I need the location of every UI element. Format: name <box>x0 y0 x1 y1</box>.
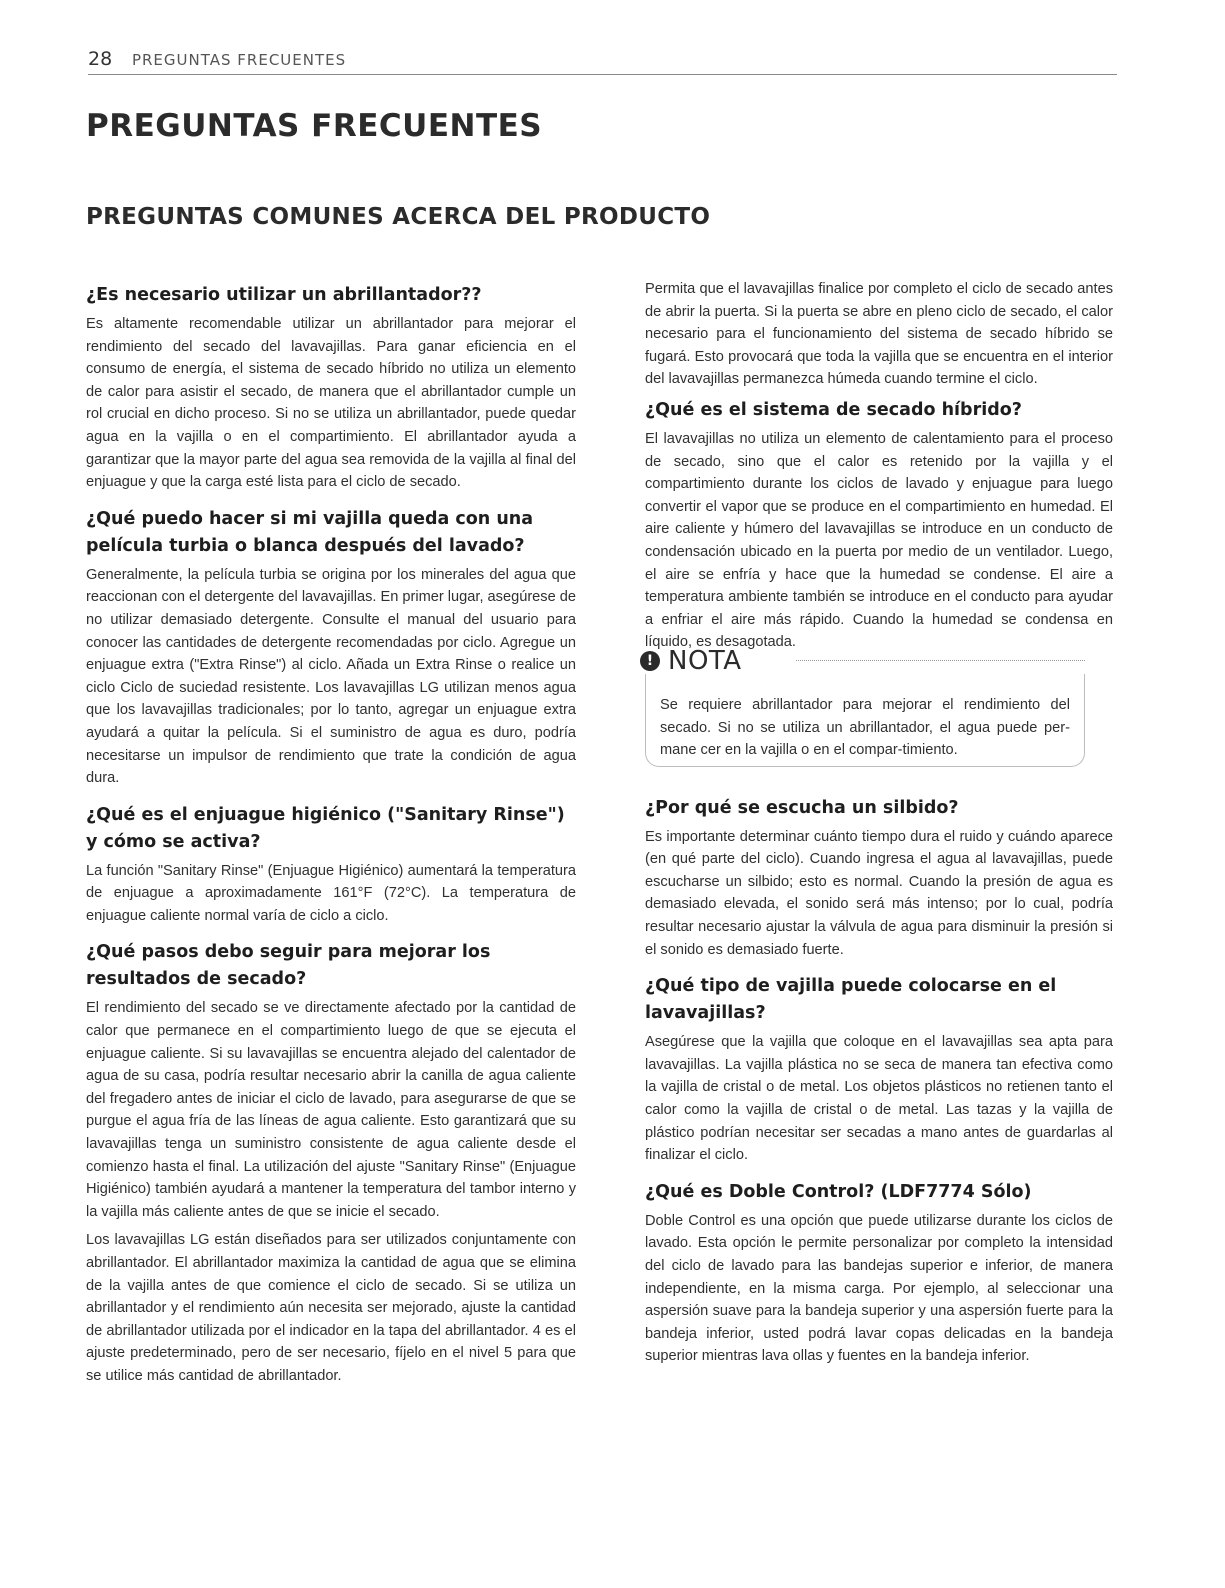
answer-paragraph: La función "Sanitary Rinse" (Enjuague Higiénico) aumentará la temperatura de enjuague a aproximadamente 161°F (72°C). La temperatura de enjuague caliente normal varía de ciclo a ciclo. <box>86 862 576 924</box>
question-heading: ¿Es necesario utilizar un abrillantador?? <box>86 285 482 305</box>
answer-paragraph: Generalmente, la película turbia se origina por los minerales del agua que reaccionan con el detergente del lavavajillas. En primer lugar, asegúrese de no utilizar demasiado detergente. Consulte el manual del usuario para conocer las cantidades de detergente recomendadas por ciclo. Agregue un enjuague extra ("Extra Rinse") al ciclo. Añada un Extra Rinse o realice un ciclo Ciclo de suciedad resistente. Los lavavajillas LG utilizan menos agua que los lavavajillas tradicionales; por lo tanto, agregar un enjuague extra ayudará a quitar la película. Si el suministro de agua es duro, podría necesitarse un impulsor de rendimiento que trate la condición de agua dura. <box>86 566 576 787</box>
answer-paragraph: Asegúrese que la vajilla que coloque en el lavavajillas sea apta para lavavajillas. La vajilla plástica no se seca de manera tan efectiva como la vajilla de cristal o de metal. Los objetos plásticos no retienen tanto el calor como la vajilla de cristal o de metal. Las tazas y la vajilla de plástico podrían necesitar ser secadas a mano antes de guardarlas al finalizar el ciclo. <box>645 1034 1113 1164</box>
left-column <box>86 278 576 1400</box>
answer-paragraph: Es altamente recomendable utilizar un abrillantador para mejorar el rendimiento del secado del lavavajillas. Para ganar eficiencia en el consumo de energía, el sistema de secado híbrido no utiliza un elemento de calor para asistir el secado, de manera que el abrillantador cumple un rol crucial en dicho proceso. Si no se utiliza un abrillantador, puede quedar agua en la vajilla o en el compartimiento. El abrillantador ayuda a garantizar que la mayor parte del agua sea removida de la vajilla al final del enjuague y que la carga esté lista para el ciclo de secado. <box>86 316 576 491</box>
answer-paragraph: Es importante determinar cuánto tiempo dura el ruido y cuándo aparece (en qué parte del ciclo). Cuando ingresa el agua al lavavajillas, puede escucharse un silbido; esto es normal. Cuando la presión de agua es demasiado elevada, el sonido será más intenso; por lo cual, podría resultar necesario ajustar la válvula de agua para disminuir la presión si el sonido es demasiado fuerte. <box>645 828 1113 958</box>
page-header <box>88 48 1117 75</box>
answer-paragraph: Los lavavajillas LG están diseñados para ser utilizados conjuntamente con abrillantador. El abrillantador maximiza la cantidad de agua que se elimina de la vajilla antes de que comience el ciclo de secado. Si se utiliza un abrillantador y el rendimiento aún necesita ser mejorado, ajuste la cantidad de abrillantador utilizada por el indicador en la tapa del abrillantador. 4 es el ajuste predeterminado, pero de ser necesario, fíjelo en el nivel 5 para que se utilice más cantidad de abrillantador. <box>86 1232 576 1384</box>
section-subtitle: PREGUNTAS COMUNES ACERCA DEL PRODUCTO <box>86 204 711 230</box>
question-heading: ¿Qué es Doble Control? (LDF7774 Sólo) <box>645 1181 1032 1202</box>
note-text: Se requiere abrillantador para mejorar el rendimiento del secado. Si no se utiliza un abrillantador, el agua puede per-mane cer en la vajilla o en el compar-timiento. <box>660 696 1070 759</box>
question-heading: ¿Qué tipo de vajilla puede colocarse en el lavavajillas? <box>645 976 1057 1024</box>
answer-paragraph: El rendimiento del secado se ve directamente afectado por la cantidad de calor que permanece en el compartimiento luego de que se ejecuta el enjuague caliente. Si su lavavajillas se encuentra alejado del calentador de agua de su casa, podría resultar necesario abrir la canilla de agua caliente del fregadero antes de iniciar el ciclo de lavado, para asegurarse de que se purgue el agua fría de las líneas de agua caliente. Esto garantizará que su lavavajillas tenga un suministro consistente de agua caliente desde el comienzo hasta el final. La utilización del ajuste "Sanitary Rinse" (Enjuague Higiénico) también ayudará a mantener la temperatura del tambor interno y la vajilla más caliente antes de que se inicie el secado. <box>86 1000 576 1220</box>
question-heading: ¿Por qué se escucha un silbido? <box>645 797 959 818</box>
answer-paragraph: Doble Control es una opción que puede utilizarse durante los ciclos de lavado. Esta opción le permite personalizar por completo la intensidad del ciclo de lavado para las bandejas superior e inferior, de manera independiente, en la misma carga. Por ejemplo, al seleccionar una aspersión suave para la bandeja superior y una aspersión fuerte para la bandeja inferior, usted podrá lavar copas delicadas en la bandeja superior mientras lava ollas y fuentes en la bandeja inferior. <box>645 1212 1113 1365</box>
note-header <box>640 645 750 676</box>
answer-paragraph: El lavavajillas no utiliza un elemento de calentamiento para el proceso de secado, sino que el calor es retenido por la vajilla y el compartimiento durante los ciclos de lavado y enjuague para luego convertir el vapor que se produce en el compartimiento en humedad. El aire caliente y húmero del lavavajillas se introduce en un conducto de condensación ubicado en la puerta por medio de un ventilador. Luego, el aire se enfría y hace que la humedad se condense. El aire a temperatura ambiente también se introduce en el conducto para ayudar a enfriar el aire más rápido. Cuando la humedad se condensa en líquido, es desagotada. <box>645 430 1113 651</box>
note-title: NOTA <box>668 645 742 676</box>
header-section: PREGUNTAS FRECUENTES <box>131 51 347 69</box>
note-box <box>645 645 1085 767</box>
page-title: PREGUNTAS FRECUENTES <box>86 108 543 144</box>
question-heading: ¿Qué es el sistema de secado híbrido? <box>645 399 1022 420</box>
page-number: 28 <box>88 48 113 70</box>
question-heading: ¿Qué pasos debo seguir para mejorar los resultados de secado? <box>86 942 491 990</box>
right-column <box>645 278 1113 1380</box>
note-divider <box>796 660 1085 661</box>
continuation-paragraph: Permita que el lavavajillas finalice por completo el ciclo de secado antes de abrir la puerta. Si la puerta se abre en pleno ciclo de secado, el calor necesario para el funcionamiento del sistema de secado híbrido se fugará. Esto provocará que toda la vajilla que se encuentra en el interior del lavavajillas permanezca húmeda cuando termine el ciclo. <box>645 281 1113 388</box>
question-heading: ¿Qué es el enjuague higiénico ("Sanitary Rinse") y cómo se activa? <box>86 804 565 852</box>
exclamation-icon: ! <box>640 651 660 671</box>
question-heading: ¿Qué puedo hacer si mi vajilla queda con una película turbia o blanca después del lavado? <box>86 508 534 556</box>
